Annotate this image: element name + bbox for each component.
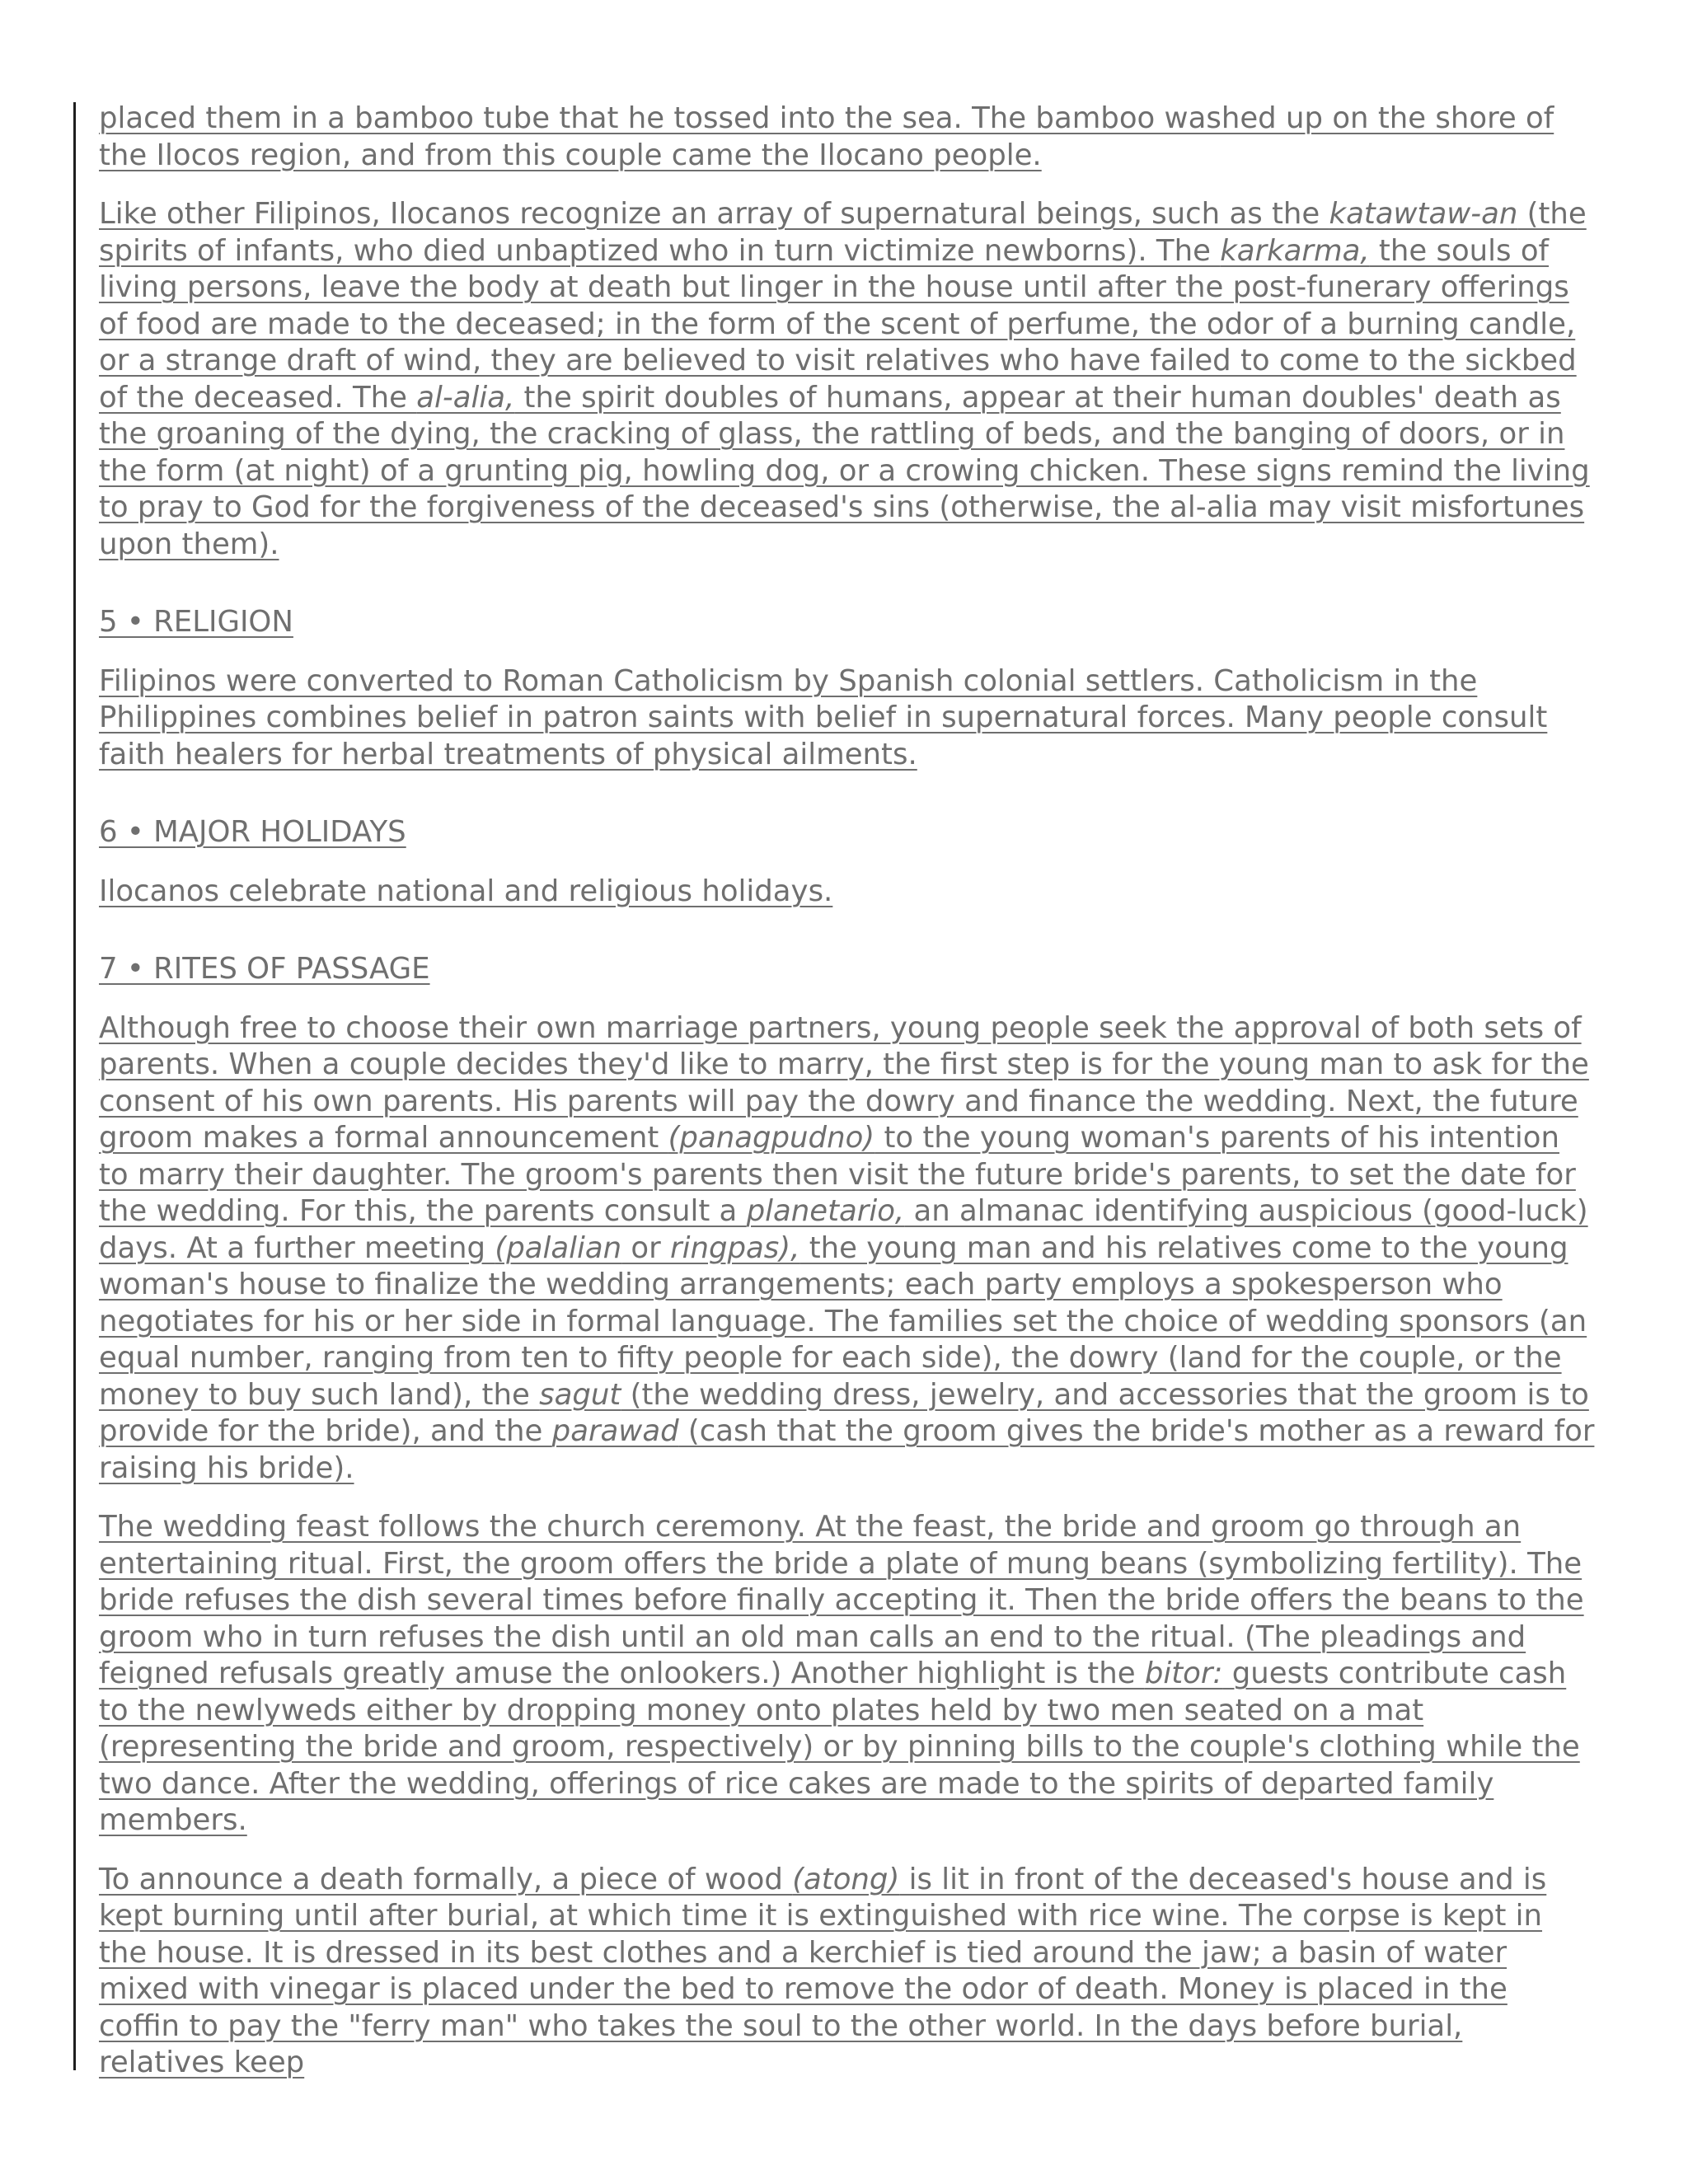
paragraph-marriage: [99, 1010, 1597, 1488]
document-body: [99, 101, 1597, 2082]
term-planetario: planetario,: [746, 1194, 905, 1228]
paragraph-text: the young man and his relatives come to the young woman's house to finalize the wedding arrangements; each party employs a spokesperson who negotiates for his or her side in formal language. The families set the choice of wedding sponsors (an equal number, ranging from ten to fifty people for each side), the dowry (land for the couple, or the money to buy such land), the: [99, 1230, 1587, 1412]
paragraph-text: The wedding feast follows the church ceremony. At the feast, the bride and groom go through an entertaining ritual. First, the groom offers the bride a plate of mung beans (symbolizing fertility). The bride refuses the dish several times before finally accepting it. Then the bride offers the beans to the groom who in turn refuses the dish until an old man calls an end to the ritual. (The pleadings and feigned refusals greatly amuse the onlookers.) Another highlight is the: [99, 1510, 1584, 1690]
paragraph-text: is lit in front of the deceased's house and is kept burning until after burial, at which time it is extinguished with rice wine. The corpse is kept in the house. It is dressed in its best clothes and a kerchief is tied around the jaw; a basin of water mixed with vinegar is placed under the bed to remove the odor of death. Money is placed in the coffin to pay the "ferry man" who takes the soul to the other world. In the days before burial, relatives keep: [99, 1862, 1547, 2079]
paragraph-text: the spirit doubles of humans, appear at their human doubles' death as the groaning of the dying, the cracking of glass, the rattling of beds, and the banging of doors, or in the form (at night) of a grunting pig, howling dog, or a crowing chicken. These signs remind the living to pray to God for the forgiveness of the deceased's sins (otherwise, the al-alia may visit misfortunes upon them).: [99, 380, 1590, 561]
paragraph-death-rites: [99, 1862, 1597, 2082]
paragraph-text: Like other Filipinos, Ilocanos recognize an array of supernatural beings, such as the: [99, 197, 1329, 231]
paragraph-text: the souls of living persons, leave the body at death but linger in the house until after the post-funerary offerings of food are made to the deceased; in the form of the scent of perfume, the odor of a burning candle, or a strange draft of wind, they are believed to visit relatives who have failed to come to the sickbed of the deceased. The: [99, 233, 1577, 415]
paragraph-text: Ilocanos celebrate national and religious holidays.: [99, 874, 833, 908]
section-heading-religion: 5 • RELIGION: [99, 605, 293, 639]
paragraph-text: or: [621, 1230, 670, 1265]
term-parawad: parawad: [551, 1414, 679, 1448]
section-heading-major-holidays: 6 • MAJOR HOLIDAYS: [99, 815, 406, 849]
paragraph-text: (the spirits of infants, who died unbaptized who in turn victimize newborns). The: [99, 197, 1587, 268]
term-ringpas: ringpas),: [670, 1230, 800, 1265]
term-palalian: (palalian: [495, 1230, 622, 1265]
paragraph-wedding-feast: [99, 1509, 1597, 1840]
paragraph-origin-myth: [99, 101, 1597, 174]
paragraph-text: an almanac identifying auspicious (good-luck) days. At a further meeting: [99, 1194, 1588, 1265]
term-katawtaw-an: katawtaw-an: [1329, 197, 1518, 231]
left-margin-rule: [73, 102, 76, 2070]
paragraph-text: Although free to choose their own marriage partners, young people seek the approval of both sets of parents. When a couple decides they'd like to marry, the first step is for the young man to ask for the consent of his own parents. His parents will pay the dowry and finance the wedding. Next, the future groom makes a formal announcement: [99, 1010, 1589, 1155]
paragraph-text: placed them in a bamboo tube that he tossed into the sea. The bamboo washed up on the shore of the Ilocos region, and from this couple came the Ilocano people.: [99, 101, 1554, 172]
term-panagpudno: (panagpudno): [668, 1121, 875, 1155]
section-heading-rites-of-passage: 7 • RITES OF PASSAGE: [99, 952, 430, 986]
paragraph-text: guests contribute cash to the newlyweds either by dropping money onto plates held by two men seated on a mat (representing the bride and groom, respectively) or by pinning bills to the couple's clothing while the two dance. After the wedding, offerings of rice cakes are made to the spirits of departed family members.: [99, 1657, 1580, 1837]
paragraph-text: (the wedding dress, jewelry, and accessories that the groom is to provide for the bride), and the: [99, 1377, 1589, 1448]
term-sagut: sagut: [539, 1377, 621, 1412]
paragraph-text: (cash that the groom gives the bride's mother as a reward for raising his bride).: [99, 1414, 1595, 1485]
term-bitor: bitor:: [1144, 1657, 1223, 1690]
paragraph-holidays: [99, 874, 1597, 911]
term-karkarma: karkarma,: [1220, 233, 1370, 268]
paragraph-text: to the young woman's parents of his intention to marry their daughter. The groom's parents then visit the future bride's parents, to set the date for the wedding. For this, the parents consult a: [99, 1121, 1576, 1228]
term-al-alia: al-alia,: [416, 380, 515, 415]
paragraph-religion: [99, 663, 1597, 774]
paragraph-supernatural-beings: [99, 196, 1597, 563]
paragraph-text: To announce a death formally, a piece of wood: [99, 1862, 793, 1896]
term-atong: (atong): [792, 1862, 900, 1896]
paragraph-text: Filipinos were converted to Roman Catholicism by Spanish colonial settlers. Catholicism in the Philippines combines belief in patron saints with belief in supernatural forces. Many people consult faith healers for herbal treatments of physical ailments.: [99, 663, 1548, 771]
